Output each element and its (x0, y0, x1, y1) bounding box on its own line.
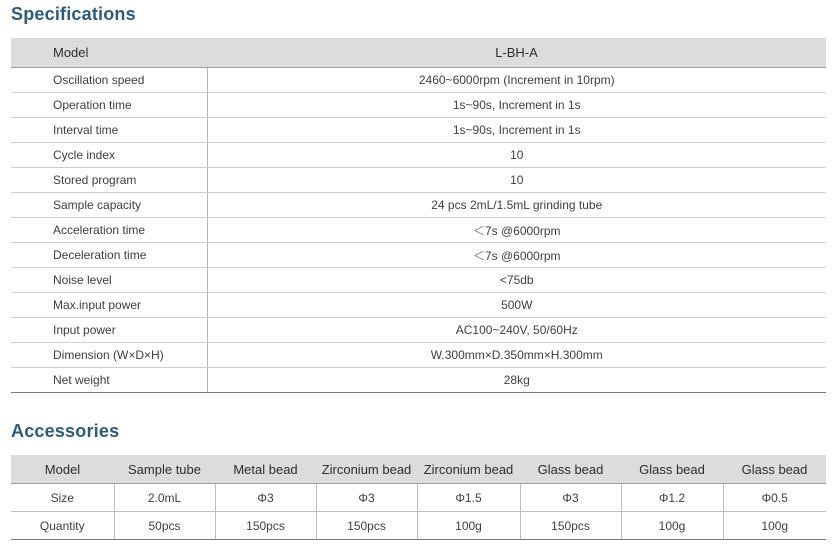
table-row (11, 93, 826, 118)
table-row (11, 318, 826, 343)
spec-label: Acceleration time (11, 218, 207, 243)
acc-cell: Φ3 (316, 484, 417, 512)
spec-label: Stored program (11, 168, 207, 193)
accessories-table (11, 455, 826, 540)
spec-value: 1s~90s, Increment in 1s (207, 118, 826, 143)
acc-cell: Φ3 (215, 484, 316, 512)
acc-cell: 100g (621, 512, 723, 540)
acc-cell: Φ3 (520, 484, 621, 512)
spec-header-label: Model (11, 38, 207, 68)
spec-label: Dimension (W×D×H) (11, 343, 207, 368)
spec-label: Noise level (11, 268, 207, 293)
spec-value: ＜7s @6000rpm (207, 243, 826, 268)
table-row (11, 68, 826, 93)
table-row (11, 368, 826, 393)
spec-value: W.300mm×D.350mm×H.300mm (207, 343, 826, 368)
spec-value: 500W (207, 293, 826, 318)
acc-header-cell: Glass bead (621, 455, 723, 484)
spec-value: 1s~90s, Increment in 1s (207, 93, 826, 118)
acc-cell: Size (11, 484, 114, 512)
acc-header-cell: Sample tube (114, 455, 215, 484)
specifications-table (11, 38, 826, 393)
table-row (11, 218, 826, 243)
table-row (11, 143, 826, 168)
accessories-title: Accessories (11, 421, 120, 441)
acc-cell: 150pcs (316, 512, 417, 540)
acc-header-cell: Metal bead (215, 455, 316, 484)
spec-label: Input power (11, 318, 207, 343)
spec-value: 2460~6000rpm (Increment in 10rpm) (207, 68, 826, 93)
spec-label: Operation time (11, 93, 207, 118)
acc-cell: 2.0mL (114, 484, 215, 512)
acc-header-cell: Zirconium bead (417, 455, 520, 484)
spec-label: Max.input power (11, 293, 207, 318)
table-row (11, 484, 826, 512)
spec-value: AC100~240V, 50/60Hz (207, 318, 826, 343)
spec-value: 10 (207, 168, 826, 193)
spec-value: <75db (207, 268, 826, 293)
table-row (11, 512, 826, 540)
spec-label: Sample capacity (11, 193, 207, 218)
spec-label: Net weight (11, 368, 207, 393)
spec-value: 24 pcs 2mL/1.5mL grinding tube (207, 193, 826, 218)
table-row (11, 118, 826, 143)
table-row (11, 293, 826, 318)
acc-cell: 100g (417, 512, 520, 540)
specifications-title: Specifications (11, 4, 136, 24)
acc-cell: 150pcs (520, 512, 621, 540)
table-row (11, 168, 826, 193)
spec-value: ＜7s @6000rpm (207, 218, 826, 243)
spec-value: 10 (207, 143, 826, 168)
spec-label: Interval time (11, 118, 207, 143)
spec-label: Deceleration time (11, 243, 207, 268)
table-row (11, 193, 826, 218)
table-row (11, 343, 826, 368)
acc-cell: Φ0.5 (723, 484, 826, 512)
acc-header-cell: Glass bead (723, 455, 826, 484)
acc-cell: 100g (723, 512, 826, 540)
spec-label: Oscillation speed (11, 68, 207, 93)
acc-cell: 150pcs (215, 512, 316, 540)
spec-header-row (11, 38, 826, 68)
acc-cell: Φ1.2 (621, 484, 723, 512)
acc-cell: Φ1.5 (417, 484, 520, 512)
spec-header-value: L-BH-A (207, 38, 826, 68)
table-row (11, 268, 826, 293)
acc-header-cell: Glass bead (520, 455, 621, 484)
accessories-header-row (11, 455, 826, 484)
spec-label: Cycle index (11, 143, 207, 168)
spec-value: 28kg (207, 368, 826, 393)
acc-cell: Quantity (11, 512, 114, 540)
acc-cell: 50pcs (114, 512, 215, 540)
acc-header-cell: Model (11, 455, 114, 484)
acc-header-cell: Zirconium bead (316, 455, 417, 484)
table-row (11, 243, 826, 268)
